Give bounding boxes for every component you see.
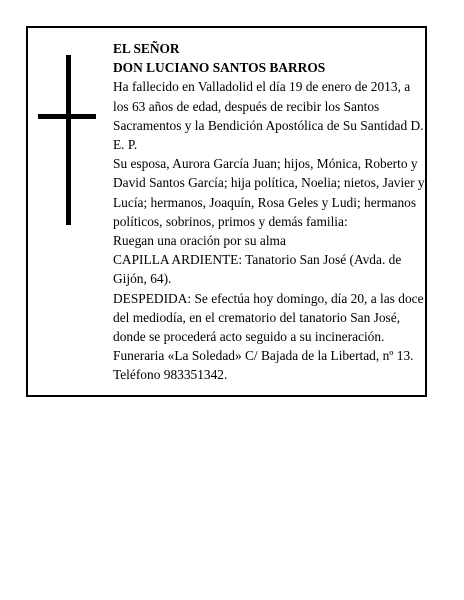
cross-vertical-bar — [66, 55, 71, 225]
obituary-text — [113, 39, 428, 385]
family-list: Su esposa, Aurora García Juan; hijos, Mónica, Roberto y David Santos García; hija política, Noelia; nietos, Javier y Lucía; hermanos, Joaquín, Rosa Geles y Ludi; hermanos políticos, sobrinos, primos y demás familia: — [113, 156, 425, 229]
death-info: Ha fallecido en Valladolid el día 19 de enero de 2013, a los 63 años de edad, después de recibir los Santos Sacramentos y la Bendición Apostólica de Su Santidad D. E. P. — [113, 79, 424, 153]
cross-horizontal-bar — [38, 114, 96, 119]
obituary-title-line2: DON LUCIANO SANTOS BARROS — [113, 60, 326, 76]
chapel-info: CAPILLA ARDIENTE: Tanatorio San José (Avda. de Gijón, 64). — [113, 252, 402, 287]
farewell-info: DESPEDIDA: Se efectúa hoy domingo, día 20, a las doce del mediodía, en el crematorio del tanatorio San José, donde se procederá acto seguido a su incineración. — [113, 290, 424, 345]
obituary-notice — [26, 26, 427, 397]
funeral-home-info: Funeraria «La Soledad» C/ Bajada de la Libertad, nº 13. Teléfono 983351342. — [113, 348, 414, 383]
prayer-request: Ruegan una oración por su alma — [113, 233, 286, 249]
obituary-title-line1: EL SEÑOR — [113, 41, 180, 56]
latin-cross-icon — [38, 55, 96, 225]
